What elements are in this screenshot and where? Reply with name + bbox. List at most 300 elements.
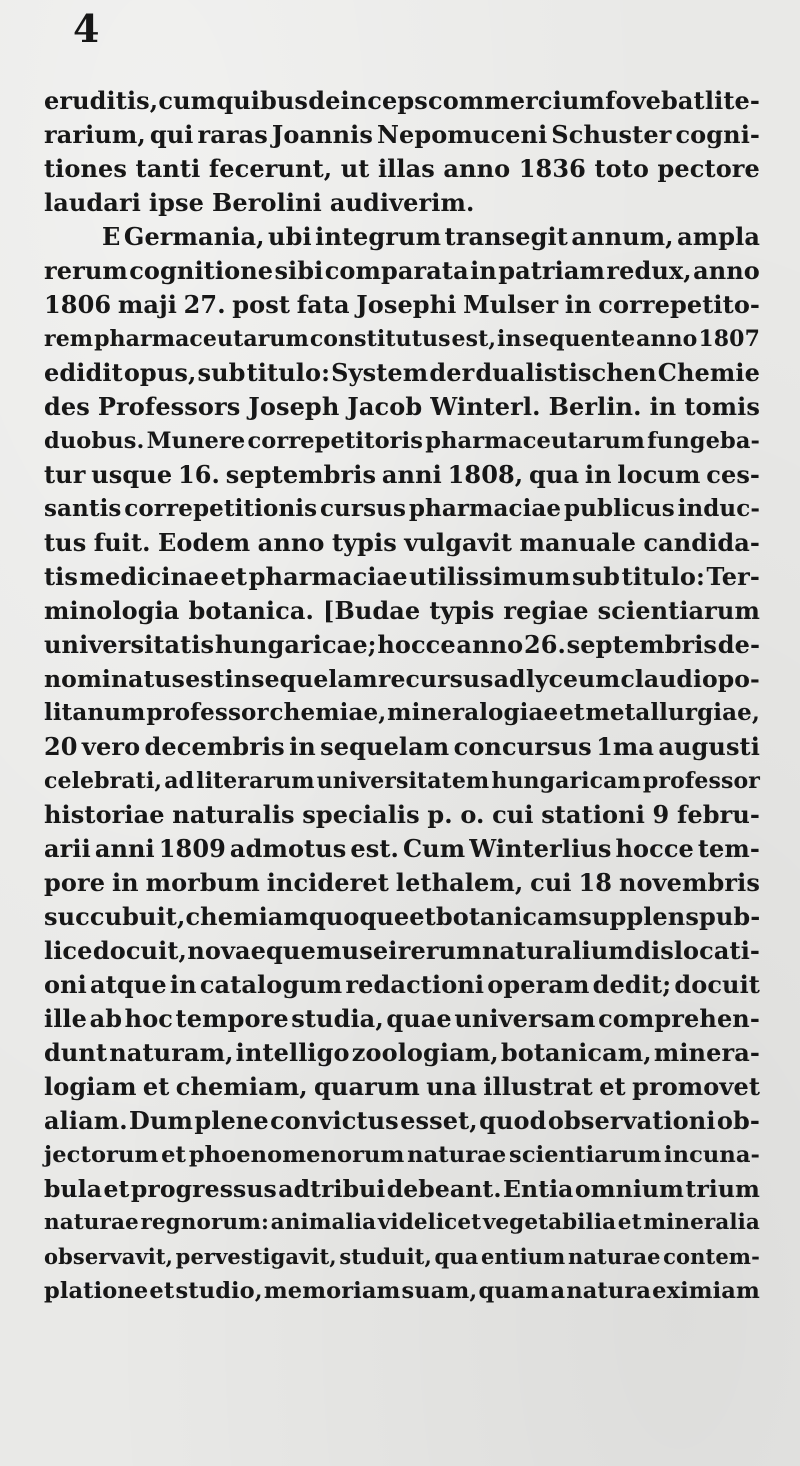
text-word: naturae — [567, 1244, 661, 1269]
text-word: tempore — [175, 1004, 289, 1033]
text-word: jectorum — [44, 1142, 159, 1168]
text-word: pectore — [657, 154, 760, 183]
text-word: qua — [529, 460, 580, 489]
text-word: hungaricae; — [214, 630, 377, 659]
text-word: adtribui — [278, 1175, 386, 1203]
text-word: 18 — [578, 868, 613, 897]
text-line — [44, 1104, 760, 1138]
text-word: anno — [636, 326, 698, 352]
text-word: memoriam — [263, 1278, 401, 1304]
text-word: naturalium — [481, 936, 634, 965]
text-line — [44, 560, 760, 594]
text-word: Ter- — [706, 562, 760, 591]
text-word: 27. — [183, 290, 226, 319]
text-word: logiam — [44, 1072, 137, 1101]
text-word: Entia — [503, 1175, 574, 1203]
text-word: cursus — [319, 495, 407, 522]
text-word: qua — [434, 1244, 479, 1269]
text-word: supplens — [578, 902, 699, 931]
text-word: sequelam — [320, 732, 450, 761]
text-word: usque — [91, 460, 173, 489]
text-word: botanica. — [188, 596, 314, 625]
text-line — [44, 322, 760, 356]
text-word: santis — [44, 495, 122, 522]
text-word: manuale — [519, 528, 636, 557]
text-word: constitutus — [309, 326, 451, 352]
text-word: in — [564, 290, 592, 319]
text-word: typis — [331, 528, 397, 557]
text-word: observavit, — [44, 1244, 174, 1269]
text-word: novembris — [618, 868, 760, 897]
text-line — [44, 900, 760, 934]
text-word: entium — [480, 1244, 566, 1269]
text-word: professor — [146, 699, 269, 726]
text-word: cui — [492, 800, 534, 829]
text-word: promovet — [632, 1072, 760, 1101]
text-word: botanicam, — [500, 1038, 652, 1067]
text-line — [44, 798, 760, 832]
text-word: publicus — [563, 495, 675, 522]
text-word: quarum — [314, 1072, 420, 1101]
text-word: sub — [197, 358, 246, 387]
text-word: in — [224, 665, 251, 693]
text-word: succubuit, — [44, 902, 186, 931]
text-word: sub — [572, 562, 621, 591]
text-word: studuit, — [339, 1244, 432, 1269]
text-word: cui — [530, 868, 572, 897]
text-word: natura — [566, 1278, 652, 1304]
text-word: tomis — [684, 392, 760, 421]
text-word: lyceum — [525, 665, 621, 693]
text-word: pharmaceutarum — [425, 428, 645, 454]
text-word: naturam, — [109, 1038, 234, 1067]
text-word: eruditis, — [44, 86, 159, 115]
text-word: Winterl. — [430, 392, 541, 421]
text-word: minologia — [44, 596, 180, 625]
text-line — [44, 526, 760, 560]
text-word: ab — [89, 1004, 123, 1033]
text-line — [44, 730, 760, 764]
text-word: in — [111, 868, 139, 897]
text-word: mineralia — [643, 1210, 760, 1235]
text-word: tanti — [135, 154, 201, 183]
text-word: opus, — [123, 358, 197, 387]
text-word: correpetitionis — [124, 495, 318, 522]
text-word: botanicam — [435, 902, 579, 931]
text-word: laudari — [44, 188, 141, 217]
text-word: deinceps — [308, 86, 428, 115]
text-word: ipse — [148, 188, 205, 217]
text-word: est — [185, 665, 225, 693]
text-word: hungaricam — [491, 768, 641, 794]
text-word: candida- — [643, 528, 760, 557]
text-word: Winterlius — [469, 834, 612, 863]
text-word: post — [232, 290, 291, 319]
text-word: edidit — [44, 358, 123, 387]
text-word: docuit, — [92, 936, 187, 965]
text-word: scientiarum — [597, 596, 760, 625]
text-word: ad — [164, 768, 195, 794]
text-word: in — [497, 326, 522, 352]
text-word: pharmaciae — [408, 495, 562, 522]
text-word: observationi — [547, 1106, 716, 1135]
text-word: Schuster — [551, 120, 672, 149]
text-word: 16. — [177, 460, 221, 489]
text-word: Professors — [97, 392, 241, 421]
text-word: Jacob — [347, 392, 423, 421]
text-word: anno — [443, 154, 511, 183]
text-word: utilissimum — [409, 562, 571, 591]
text-word: et — [409, 902, 436, 931]
text-word: pub- — [698, 902, 761, 931]
text-word: audiverim. — [329, 188, 475, 217]
text-word: concursus — [453, 732, 592, 761]
text-word: Josephi — [356, 290, 457, 319]
text-word: tiones — [44, 154, 128, 183]
text-word: incideret — [266, 868, 389, 897]
text-word: in — [470, 256, 497, 285]
page-text — [44, 84, 760, 1308]
text-word: lethalem, — [395, 868, 524, 897]
text-word: dislocati- — [634, 936, 760, 965]
text-word: convictus — [270, 1106, 399, 1135]
text-word: der — [429, 358, 475, 387]
text-word: phoenomenorum — [188, 1142, 405, 1168]
text-word: ille — [44, 1004, 88, 1033]
text-word: et — [559, 699, 585, 726]
text-word: sibi — [274, 256, 324, 285]
text-word: mineralogiae — [387, 699, 559, 726]
text-word: fecerunt, — [208, 154, 333, 183]
text-line — [44, 84, 760, 118]
text-word: una — [426, 1072, 477, 1101]
text-line — [44, 594, 760, 628]
text-word: fata — [296, 290, 350, 319]
text-word: titulo: — [246, 358, 331, 387]
text-word: Cum — [402, 834, 466, 863]
text-word: chemiae, — [269, 699, 387, 726]
text-word: vulgavit — [404, 528, 513, 557]
text-word: eximiam — [652, 1278, 760, 1304]
text-word: morbum — [145, 868, 260, 897]
text-word: pervestigavit, — [175, 1244, 337, 1269]
paragraph-end-line — [44, 186, 760, 220]
text-word: pharmaciae — [248, 562, 408, 591]
text-word: des — [44, 392, 90, 421]
text-line — [44, 424, 760, 458]
text-line — [44, 934, 760, 968]
text-word: fovebat — [605, 86, 705, 115]
text-line — [44, 968, 760, 1002]
text-word: Germania, — [123, 222, 265, 251]
text-word: rerum — [44, 256, 128, 285]
text-word: et — [142, 1072, 170, 1101]
text-word: chemiam, — [175, 1072, 308, 1101]
text-word: Dum — [129, 1106, 193, 1135]
text-word: anni — [94, 834, 155, 863]
text-word: comparata — [324, 256, 469, 285]
text-word: professor — [642, 768, 760, 794]
text-word: vero — [81, 732, 141, 761]
text-word: a — [550, 1278, 566, 1304]
text-word: quibus — [216, 86, 309, 115]
text-line — [44, 1274, 760, 1308]
text-word: rerum — [397, 936, 482, 965]
text-word: Munere — [146, 428, 246, 454]
text-line — [44, 458, 760, 492]
text-word: Chemie — [657, 358, 760, 387]
text-word: anni — [381, 460, 442, 489]
text-word: correpetito- — [598, 290, 760, 319]
text-word: maji — [117, 290, 177, 319]
text-word: stationi — [541, 800, 645, 829]
text-word: cognitione — [129, 256, 274, 285]
text-word: medicinae — [79, 562, 220, 591]
text-word: naturae — [407, 1142, 507, 1168]
text-word: et — [220, 562, 248, 591]
text-word: et — [599, 1072, 626, 1101]
text-word: redactioni — [345, 970, 485, 999]
text-word: raras — [197, 120, 268, 149]
text-word: novaeque — [187, 936, 316, 965]
text-word: septembris — [225, 460, 377, 489]
text-line — [44, 118, 760, 152]
text-line — [44, 628, 760, 662]
text-word: in — [169, 970, 197, 999]
text-word: naturalis — [172, 800, 295, 829]
text-line — [44, 1002, 760, 1036]
text-word: hocce — [377, 630, 456, 659]
text-word: cum — [158, 86, 217, 115]
text-word: rarium, — [44, 120, 146, 149]
text-line — [44, 662, 760, 696]
text-word: suam, — [401, 1278, 478, 1304]
text-word: tem- — [697, 834, 760, 863]
text-word: 26. — [523, 630, 566, 659]
text-word: scientiarum — [509, 1142, 662, 1168]
text-word: pore — [44, 868, 106, 897]
text-word: universitatem — [316, 768, 490, 794]
text-line — [44, 356, 760, 390]
text-word: et — [103, 1175, 130, 1203]
text-word: naturae — [44, 1210, 139, 1235]
text-word: quae — [386, 1004, 452, 1033]
text-line — [44, 866, 760, 900]
text-word: quod — [479, 1106, 547, 1135]
text-word: locum — [617, 460, 701, 489]
text-word: quoque — [308, 902, 410, 931]
text-word: quam — [478, 1278, 550, 1304]
text-word: anno — [456, 630, 524, 659]
text-word: hoc — [124, 1004, 174, 1033]
text-word: oni — [44, 970, 87, 999]
text-word: 9 — [652, 800, 670, 829]
text-word: illas — [377, 154, 435, 183]
text-word: ces- — [706, 460, 760, 489]
text-word: et — [149, 1278, 175, 1304]
text-word: universitatis — [44, 630, 215, 659]
text-word: aliam. — [44, 1106, 128, 1135]
text-word: illustrat — [483, 1072, 593, 1101]
text-word: chemiam — [185, 902, 309, 931]
text-word: lice — [44, 936, 93, 965]
text-word: zoologiam, — [351, 1038, 499, 1067]
text-word: induc- — [677, 495, 760, 522]
text-line — [44, 288, 760, 322]
text-word: in — [584, 460, 612, 489]
text-word: System — [331, 358, 429, 387]
text-word: plene — [194, 1106, 269, 1135]
text-word: dedit; — [592, 970, 672, 999]
text-word: docuit — [674, 970, 760, 999]
text-word: ob- — [716, 1106, 760, 1135]
text-word: E — [102, 222, 121, 251]
text-line — [44, 152, 760, 186]
text-word: musei — [316, 936, 398, 965]
paragraph-start-line — [44, 220, 760, 254]
text-word: in — [649, 392, 677, 421]
text-word: ubi — [268, 222, 312, 251]
text-word: dunt — [44, 1038, 108, 1067]
text-word: [Budae — [323, 596, 421, 625]
text-word: typis — [429, 596, 495, 625]
text-word: bula — [44, 1175, 103, 1203]
text-word: admotus — [229, 834, 347, 863]
text-word: tis — [44, 562, 79, 591]
text-word: duobus. — [44, 428, 145, 454]
text-word: trium — [685, 1175, 760, 1203]
text-word: progressus — [130, 1175, 277, 1203]
text-word: fungeba- — [647, 428, 760, 454]
text-word: tus — [44, 528, 87, 557]
text-word: augusti — [658, 732, 760, 761]
text-word: transegit — [444, 222, 568, 251]
text-word: platione — [44, 1278, 149, 1304]
text-word: catalogum — [199, 970, 343, 999]
text-word: sequente — [522, 326, 636, 352]
text-word: recursus — [377, 665, 494, 693]
text-word: animalia — [270, 1210, 377, 1235]
text-word: Berolini — [212, 188, 322, 217]
text-word: Mulser — [463, 290, 559, 319]
text-word: vegetabilia — [482, 1210, 617, 1235]
text-word: operam — [487, 970, 590, 999]
page-number: 4 — [73, 6, 100, 51]
text-word: qui — [149, 120, 194, 149]
text-word: rem — [44, 326, 94, 352]
text-word: anno — [257, 528, 325, 557]
text-word: ampla — [677, 222, 760, 251]
text-word: 1806 — [44, 290, 112, 319]
text-word: de- — [717, 630, 760, 659]
text-word: 1836 — [518, 154, 586, 183]
text-word: lite- — [704, 86, 760, 115]
text-word: o. — [460, 800, 485, 829]
text-word: commercium — [427, 86, 605, 115]
text-word: est, — [451, 326, 497, 352]
text-word: historiae — [44, 800, 165, 829]
text-word: ut — [340, 154, 370, 183]
text-line — [44, 390, 760, 424]
text-line — [44, 1138, 760, 1172]
text-line — [44, 1240, 760, 1274]
text-line — [44, 1036, 760, 1070]
text-word: literarum — [196, 768, 315, 794]
text-word: litanum — [44, 699, 146, 726]
text-word: 1807 — [698, 326, 760, 352]
text-word: integrum — [315, 222, 442, 251]
text-word: decembris — [144, 732, 285, 761]
text-word: regiae — [503, 596, 589, 625]
text-word: specialis — [302, 800, 420, 829]
text-word: 1ma — [596, 732, 655, 761]
text-word: titulo: — [621, 562, 706, 591]
text-word: redux, — [606, 256, 692, 285]
text-word: septembris — [566, 630, 718, 659]
text-line — [44, 696, 760, 730]
text-word: metallurgiae, — [585, 699, 760, 726]
text-word: incuna- — [664, 1142, 760, 1168]
text-word: 1808, — [447, 460, 524, 489]
text-line — [44, 764, 760, 798]
text-word: studio, — [175, 1278, 263, 1304]
text-word: correpetitoris — [247, 428, 424, 454]
text-word: patriam — [498, 256, 606, 285]
text-word: atque — [90, 970, 167, 999]
text-word: esset, — [400, 1106, 478, 1135]
text-word: et — [161, 1142, 187, 1168]
text-word: p. — [427, 800, 453, 829]
text-word: minera- — [653, 1038, 760, 1067]
text-word: hocce — [615, 834, 694, 863]
text-word: tur — [44, 460, 86, 489]
text-word: ad — [493, 665, 526, 693]
text-line — [44, 492, 760, 526]
text-word: sequelam — [251, 665, 378, 693]
text-word: claudiopo- — [620, 665, 760, 693]
text-word: Berlin. — [548, 392, 642, 421]
text-line — [44, 1206, 760, 1240]
text-word: Joannis — [271, 120, 374, 149]
text-word: studia, — [291, 1004, 384, 1033]
text-word: est. — [350, 834, 399, 863]
text-word: Joseph — [248, 392, 340, 421]
text-word: celebrati, — [44, 768, 163, 794]
text-word: contem- — [663, 1244, 760, 1269]
text-word: toto — [594, 154, 650, 183]
text-word: 20 — [44, 732, 78, 761]
text-word: annum, — [571, 222, 674, 251]
text-word: fuit. — [93, 528, 151, 557]
text-word: et — [617, 1210, 642, 1235]
text-word: debeant. — [386, 1175, 502, 1203]
text-word: videlicet — [377, 1210, 482, 1235]
text-word: dualistischen — [475, 358, 657, 387]
text-word: intelligo — [235, 1038, 350, 1067]
text-word: comprehen- — [598, 1004, 760, 1033]
text-word: in — [289, 732, 316, 761]
text-line — [44, 1070, 760, 1104]
text-word: arii — [44, 834, 91, 863]
text-line — [44, 254, 760, 288]
text-word: Nepomuceni — [377, 120, 548, 149]
text-word: universam — [454, 1004, 596, 1033]
text-line — [44, 832, 760, 866]
text-word: febru- — [676, 800, 760, 829]
text-line — [44, 1172, 760, 1206]
text-word: nominatus — [44, 665, 185, 693]
text-word: omnium — [574, 1175, 684, 1203]
